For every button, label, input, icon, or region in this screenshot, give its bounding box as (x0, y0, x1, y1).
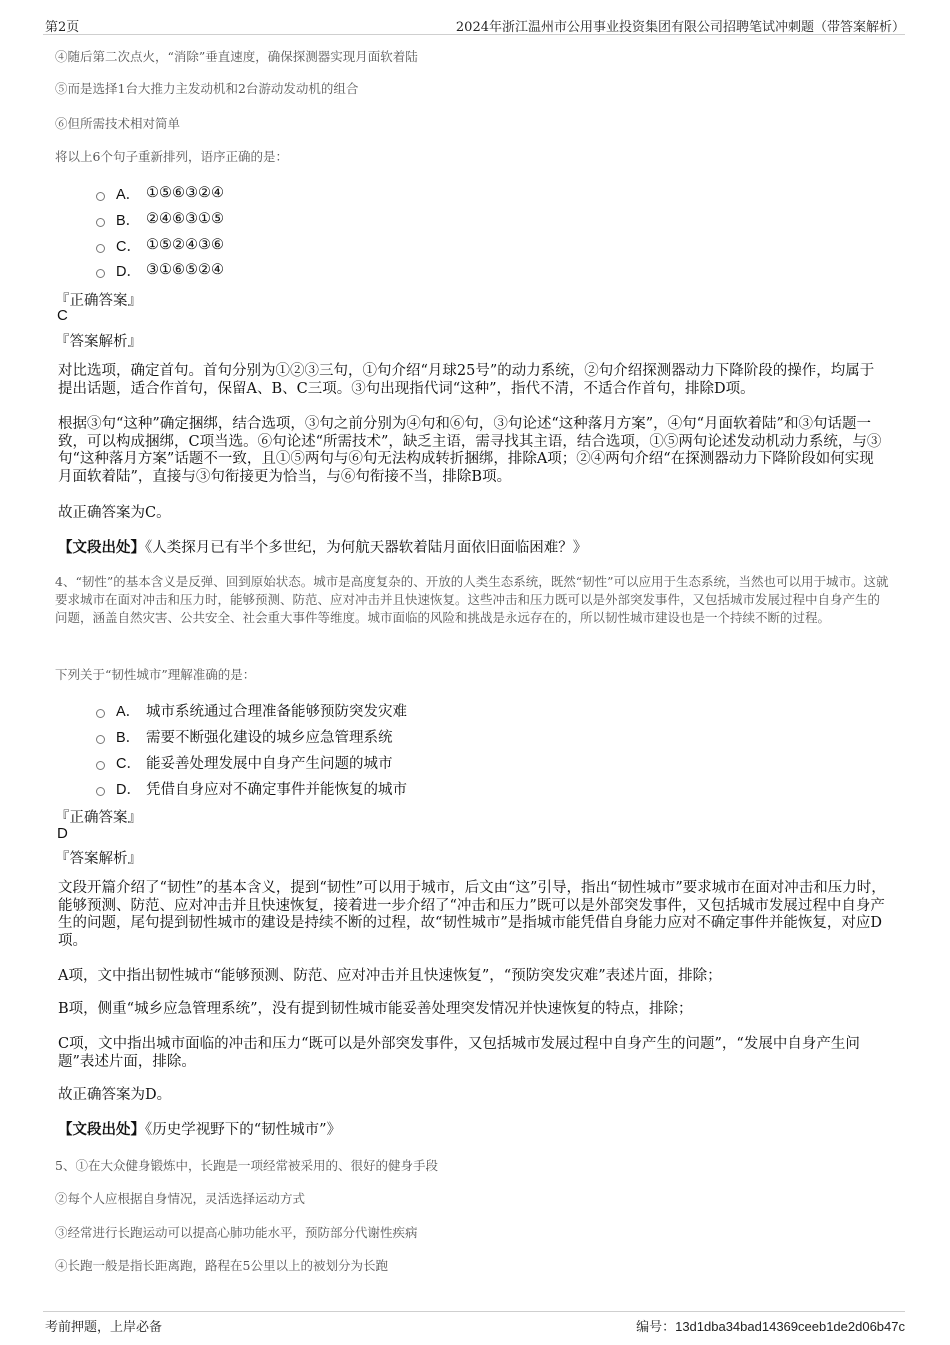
q4-option-c[interactable] (96, 752, 393, 772)
radio-icon[interactable] (96, 218, 105, 227)
option-text: ②④⑥③①⑤ (146, 211, 224, 227)
option-key: A． (116, 186, 141, 203)
option-key: D． (116, 781, 141, 798)
q4-option-a[interactable] (96, 700, 407, 720)
source-title: 《历史学视野下的“韧性城市”》 (145, 1122, 342, 1138)
option-text: ③①⑥⑤②④ (146, 262, 224, 278)
q3-sentence-4: ④随后第二次点火，“消除”垂直速度，确保探测器实现月面软着陆 (55, 49, 418, 64)
q4-analysis-p1: 文段开篇介绍了“韧性”的基本含义，提到“韧性”可以用于城市，后文由“这”引导，指出“韧性城市”要求城市在面对冲击和压力时，能够预测、防范、应对冲击并且快速恢复，接着进一步介绍了“冲击和压力”既可以是外部突发事件，又包括城市发展过程中自身产生的问题，尾句提到韧性城市的建设是持续不断的过程，故“韧性城市”是指城市能凭借自身能力应对不确定事件并能恢复，对应D项。 (58, 880, 886, 949)
option-key: C． (116, 755, 141, 772)
radio-icon[interactable] (96, 192, 105, 201)
option-text: ①⑤②④③⑥ (146, 237, 224, 253)
page-number: 第2页 (45, 20, 80, 35)
radio-icon[interactable] (96, 709, 105, 718)
q5-sentence-4: ④长跑一般是指长距离跑，路程在5公里以上的被划分为长跑 (55, 1258, 388, 1273)
document-title: 2024年浙江温州市公用事业投资集团有限公司招聘笔试冲刺题（带答案解析） (455, 20, 905, 35)
option-key: C． (116, 238, 141, 255)
q3-answer-label: 『正确答案』 (55, 293, 142, 309)
q5-sentence-2: ②每个人应根据自身情况，灵活选择运动方式 (55, 1191, 306, 1206)
q4-answer-label: 『正确答案』 (55, 810, 142, 826)
document-id (636, 1316, 905, 1335)
option-text: 城市系统通过合理准备能够预防突发灾难 (146, 703, 407, 720)
source-label: 【文段出处】 (58, 539, 145, 556)
q4-analysis-conclusion: 故正确答案为D。 (58, 1087, 172, 1103)
page-header (43, 14, 905, 35)
source-label: 【文段出处】 (58, 1121, 145, 1138)
q3-option-d[interactable] (96, 260, 224, 280)
radio-icon[interactable] (96, 787, 105, 796)
document-id-value: 13d1dba34bad14369ceeb1de2d06b47c (675, 1319, 905, 1334)
q5-sentence-1: 5、①在大众健身锻炼中，长跑是一项经常被采用的、很好的健身手段 (55, 1158, 438, 1173)
option-key: B． (116, 729, 141, 746)
option-key: D． (116, 263, 141, 280)
option-text: 能妥善处理发展中自身产生问题的城市 (146, 755, 393, 772)
q3-answer-value: C (57, 307, 68, 324)
page-footer (43, 1311, 905, 1337)
q3-analysis-p1: 对比选项，确定首句。首句分别为①②③三句，①句介绍“月球25号”的动力系统，②句介绍探测器动力下降阶段的操作，均属于提出话题，适合作首句，保留A、B、C三项。③句出现指代词“这种”，指代不清，不适合作首句，排除D项。 (58, 363, 875, 397)
q5-sentence-3: ③经常进行长跑运动可以提高心肺功能水平，预防部分代谢性疾病 (55, 1225, 418, 1240)
q3-option-c[interactable] (96, 235, 224, 255)
q3-prompt: 将以上6个句子重新排列，语序正确的是： (55, 149, 288, 164)
radio-icon[interactable] (96, 735, 105, 744)
option-key: A． (116, 703, 141, 720)
q3-option-b[interactable] (96, 209, 224, 229)
q4-answer-value: D (57, 825, 68, 842)
q3-source (58, 539, 893, 558)
q3-analysis-conclusion: 故正确答案为C。 (58, 505, 171, 521)
q3-option-a[interactable] (96, 183, 224, 203)
q4-option-d[interactable] (96, 778, 407, 798)
q3-sentence-6: ⑥但所需技术相对简单 (55, 116, 181, 131)
radio-icon[interactable] (96, 761, 105, 770)
q4-passage: 4、“韧性”的基本含义是反弹、回到原始状态。城市是高度复杂的、开放的人类生态系统，既然“韧性”可以应用于生态系统，当然也可以用于城市。这就要求城市在面对冲击和压力时，能够预测、防范、应对冲击并且快速恢复。这些冲击和压力既可以是外部突发事件，又包括城市发展过程中自身产生的问题，涵盖自然灾害、公共安全、社会重大事件等维度。城市面临的风险和挑战是永远存在的，所以韧性城市建设也是一个持续不断的过程。 (55, 574, 889, 625)
q4-analysis-p3: B项，侧重“城乡应急管理系统”，没有提到韧性城市能妥善处理突发情况并快速恢复的特点，排除； (58, 1001, 693, 1017)
radio-icon[interactable] (96, 244, 105, 253)
option-text: 凭借自身应对不确定事件并能恢复的城市 (146, 781, 407, 798)
footer-slogan: 考前押题，上岸必备 (45, 1320, 163, 1335)
radio-icon[interactable] (96, 269, 105, 278)
document-id-label: 编号： (636, 1320, 676, 1335)
option-text: 需要不断强化建设的城乡应急管理系统 (146, 729, 393, 746)
q3-analysis-p2: 根据③句“这种”确定捆绑，结合选项，③句之前分别为④句和⑥句，③句论述“这种落月方案”，④句“月面软着陆”和③句话题一致，可以构成捆绑，C项当选。⑥句论述“所需技术”，缺乏主语，需寻找其主语，结合选项，①⑤两句论述发动机动力系统，与③句“这种落月方案”话题不一致，且①⑤两句与⑥句无法构成转折捆绑，排除A项；②④两句介绍“在探测器动力下降阶段如何实现月面软着陆”，直接与③句衔接更为恰当，与⑥句衔接不当，排除B项。 (58, 416, 882, 485)
source-title: 《人类探月已有半个多世纪，为何航天器软着陆月面依旧面临困难？》 (145, 540, 588, 556)
option-key: B． (116, 212, 141, 229)
q3-analysis-label: 『答案解析』 (55, 334, 142, 350)
q4-analysis-label: 『答案解析』 (55, 851, 142, 867)
q4-prompt: 下列关于“韧性城市”理解准确的是： (55, 667, 256, 682)
q4-analysis-p2: A项，文中指出韧性城市“能够预测、防范、应对冲击并且快速恢复”，“预防突发灾难”表述片面，排除； (58, 968, 722, 984)
q4-analysis-p4: C项，文中指出城市面临的冲击和压力“既可以是外部突发事件，又包括城市发展过程中自身产生的问题”，“发展中自身产生问题”表述片面，排除。 (58, 1036, 860, 1070)
q3-sentence-5: ⑤而是选择1台大推力主发动机和2台游动发动机的组合 (55, 81, 359, 96)
q4-option-b[interactable] (96, 726, 393, 746)
q4-source (58, 1121, 893, 1140)
option-text: ①⑤⑥③②④ (146, 185, 224, 201)
